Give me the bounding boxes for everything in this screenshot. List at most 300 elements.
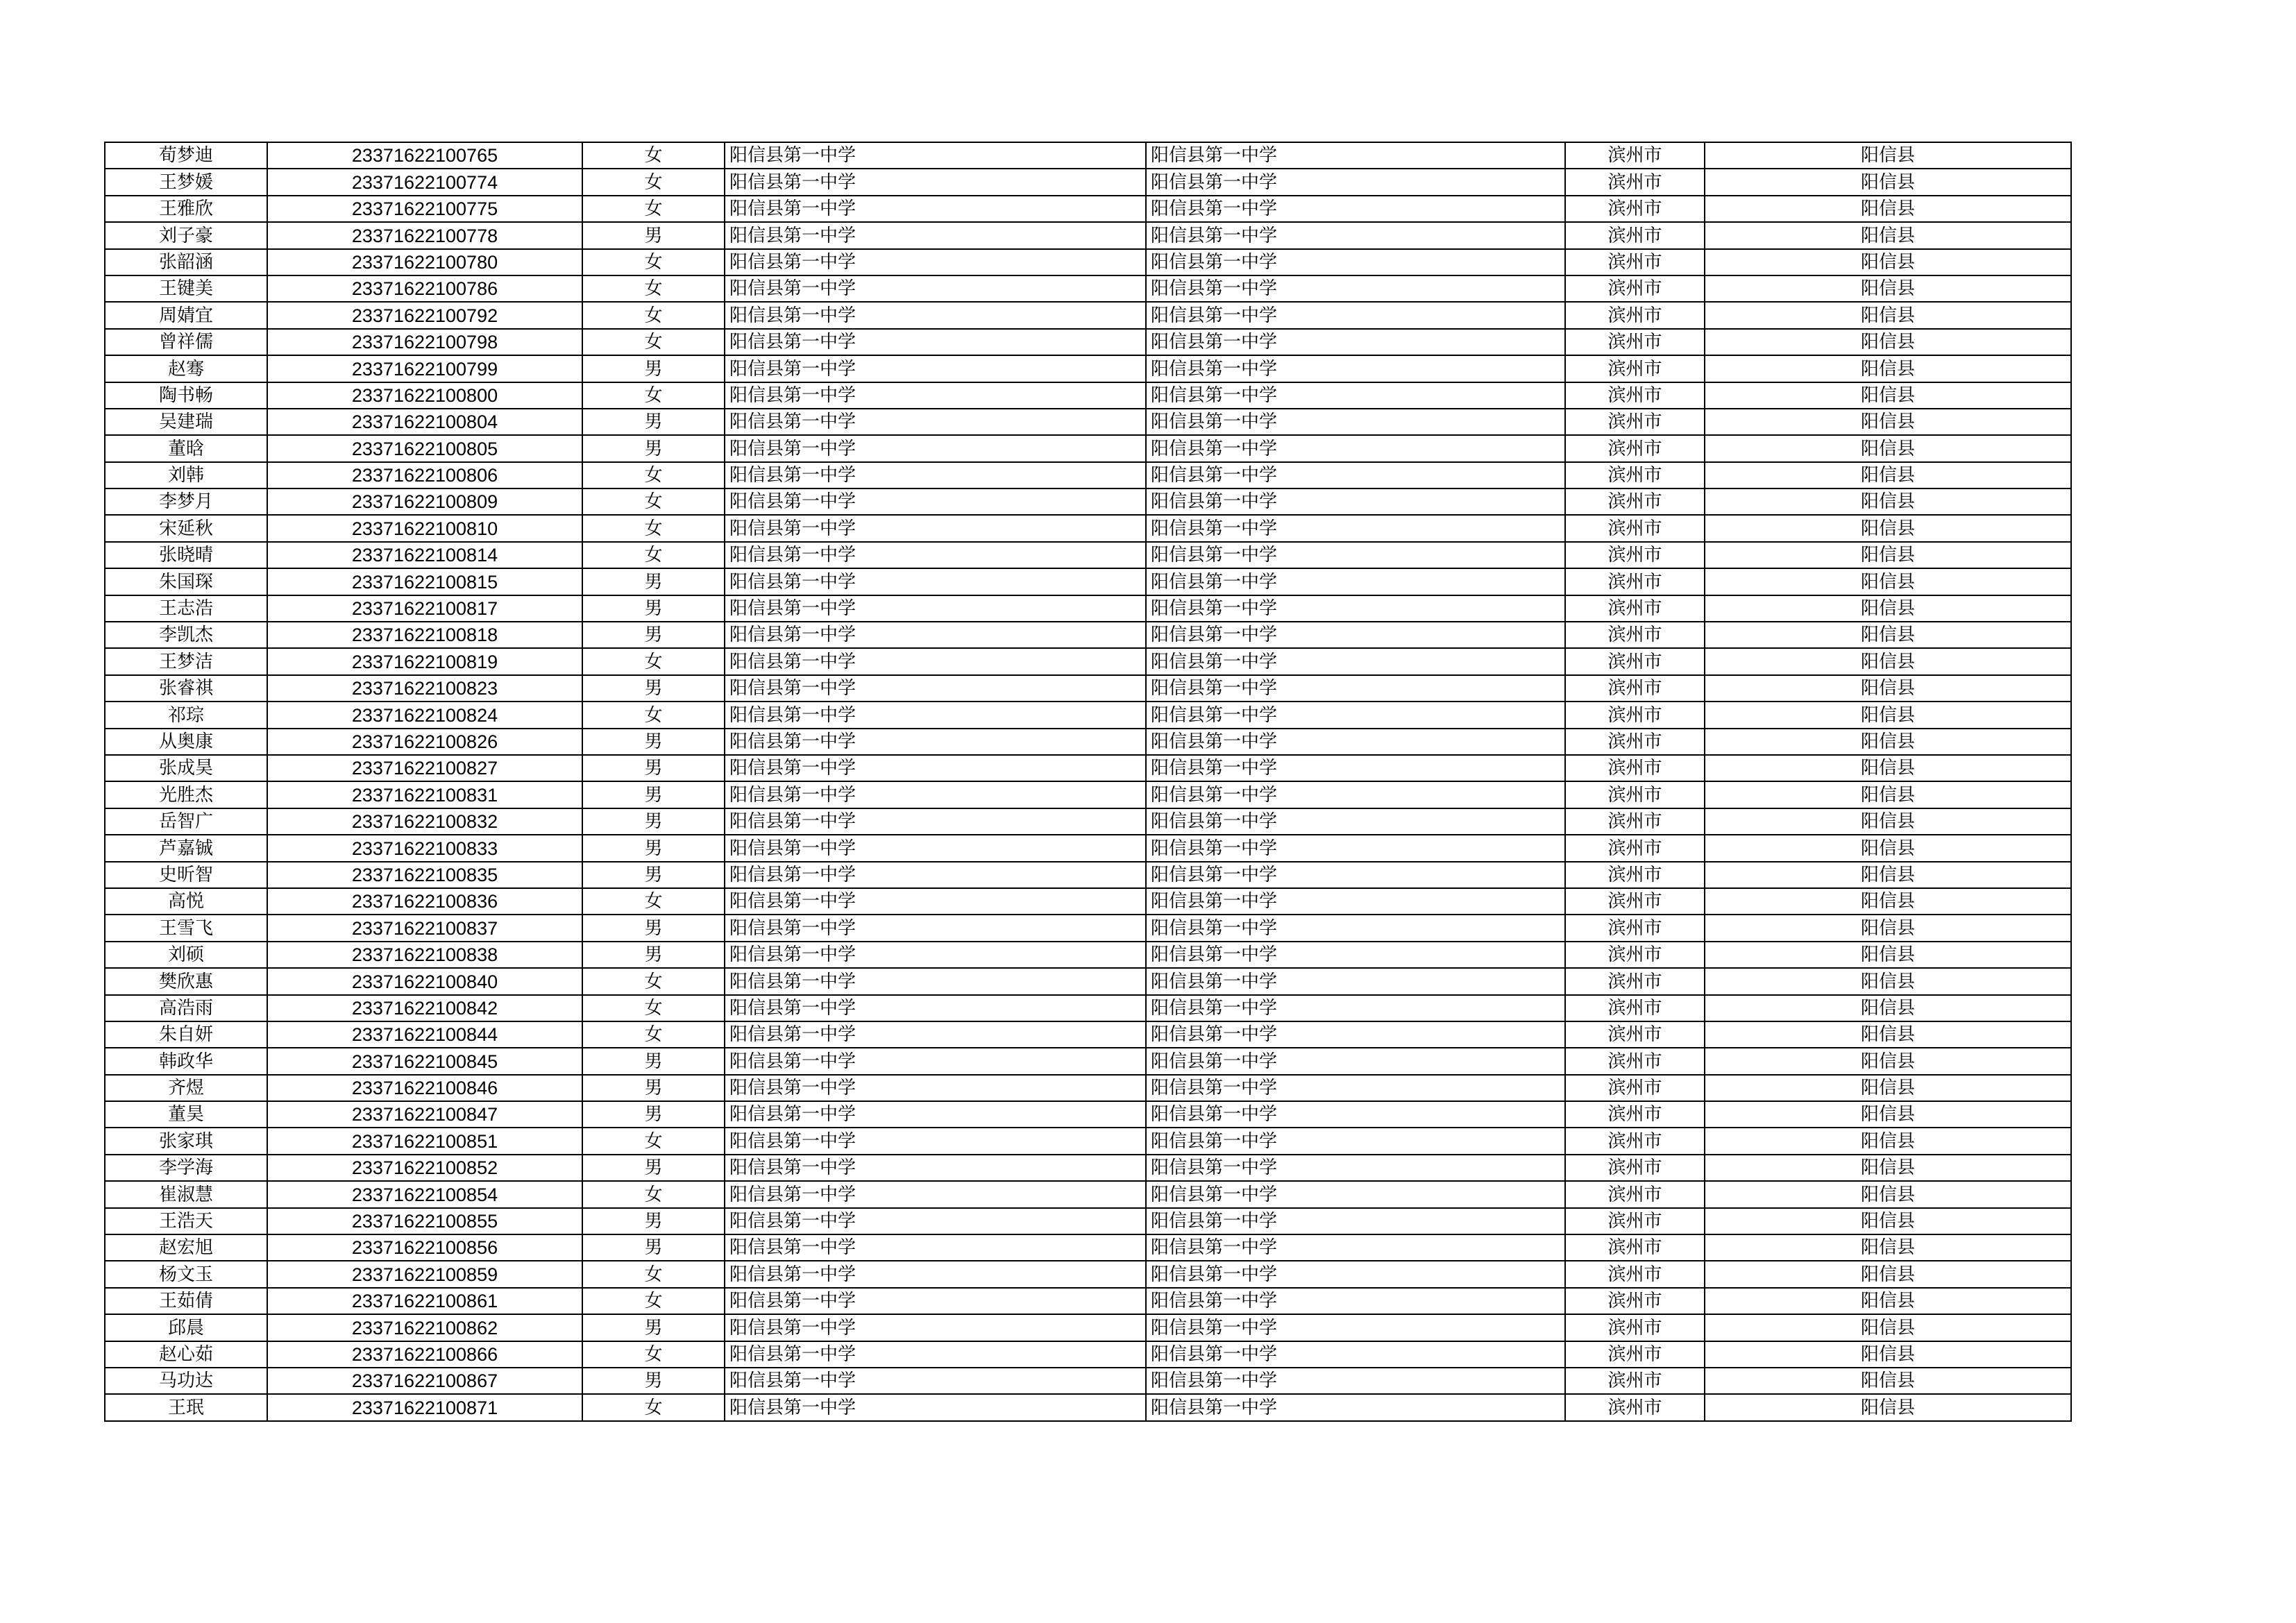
gender-cell: 男 [582,222,725,248]
table-row [105,702,2071,728]
city-cell: 滨州市 [1565,222,1705,248]
exam-number-cell: 23371622100786 [267,275,582,302]
exam-number-cell: 23371622100819 [267,648,582,674]
school-cell: 阳信县第一中学 [725,888,1146,915]
exam-site-cell: 阳信县第一中学 [1146,888,1565,915]
exam-site-cell: 阳信县第一中学 [1146,755,1565,781]
table-row [105,808,2071,835]
exam-site-cell: 阳信县第一中学 [1146,808,1565,835]
county-cell: 阳信县 [1705,995,2071,1021]
city-cell: 滨州市 [1565,888,1705,915]
exam-site-cell: 阳信县第一中学 [1146,1288,1565,1314]
city-cell: 滨州市 [1565,835,1705,861]
city-cell: 滨州市 [1565,942,1705,968]
city-cell: 滨州市 [1565,515,1705,541]
student-name-cell: 王梦洁 [105,648,267,674]
table-row [105,1341,2071,1368]
gender-cell: 女 [582,1394,725,1420]
student-name-cell: 刘硕 [105,942,267,968]
exam-site-cell: 阳信县第一中学 [1146,355,1565,382]
student-name-cell: 王志浩 [105,595,267,622]
student-name-cell: 王雅欣 [105,196,267,222]
student-name-cell: 邱晨 [105,1314,267,1341]
roster-table-body [105,142,2071,1421]
table-row [105,1101,2071,1128]
city-cell: 滨州市 [1565,1048,1705,1074]
county-cell: 阳信县 [1705,888,2071,915]
gender-cell: 男 [582,1101,725,1128]
table-row [105,222,2071,248]
exam-number-cell: 23371622100866 [267,1341,582,1368]
student-name-cell: 杨文玉 [105,1261,267,1287]
exam-site-cell: 阳信县第一中学 [1146,169,1565,195]
school-cell: 阳信县第一中学 [725,355,1146,382]
student-name-cell: 高悦 [105,888,267,915]
gender-cell: 男 [582,675,725,702]
gender-cell: 女 [582,488,725,515]
student-name-cell: 祁琮 [105,702,267,728]
county-cell: 阳信县 [1705,1288,2071,1314]
exam-site-cell: 阳信县第一中学 [1146,409,1565,435]
student-name-cell: 宋延秋 [105,515,267,541]
school-cell: 阳信县第一中学 [725,488,1146,515]
city-cell: 滨州市 [1565,729,1705,755]
exam-site-cell: 阳信县第一中学 [1146,435,1565,461]
city-cell: 滨州市 [1565,542,1705,568]
student-name-cell: 王茹倩 [105,1288,267,1314]
exam-site-cell: 阳信县第一中学 [1146,835,1565,861]
student-name-cell: 周婧宜 [105,302,267,328]
school-cell: 阳信县第一中学 [725,1155,1146,1181]
student-name-cell: 高浩雨 [105,995,267,1021]
county-cell: 阳信县 [1705,355,2071,382]
table-row [105,382,2071,409]
gender-cell: 女 [582,648,725,674]
school-cell: 阳信县第一中学 [725,622,1146,648]
exam-site-cell: 阳信县第一中学 [1146,1341,1565,1368]
school-cell: 阳信县第一中学 [725,942,1146,968]
city-cell: 滨州市 [1565,702,1705,728]
school-cell: 阳信县第一中学 [725,329,1146,355]
gender-cell: 女 [582,275,725,302]
county-cell: 阳信县 [1705,675,2071,702]
student-name-cell: 樊欣惠 [105,968,267,994]
school-cell: 阳信县第一中学 [725,515,1146,541]
student-name-cell: 韩政华 [105,1048,267,1074]
student-name-cell: 芦嘉铖 [105,835,267,861]
county-cell: 阳信县 [1705,862,2071,888]
school-cell: 阳信县第一中学 [725,781,1146,808]
gender-cell: 女 [582,382,725,409]
gender-cell: 男 [582,568,725,595]
school-cell: 阳信县第一中学 [725,1181,1146,1207]
exam-site-cell: 阳信县第一中学 [1146,1155,1565,1181]
school-cell: 阳信县第一中学 [725,275,1146,302]
exam-number-cell: 23371622100765 [267,142,582,169]
exam-site-cell: 阳信县第一中学 [1146,781,1565,808]
table-row [105,542,2071,568]
student-name-cell: 史昕智 [105,862,267,888]
exam-site-cell: 阳信县第一中学 [1146,275,1565,302]
gender-cell: 女 [582,249,725,275]
county-cell: 阳信县 [1705,755,2071,781]
exam-site-cell: 阳信县第一中学 [1146,1234,1565,1261]
school-cell: 阳信县第一中学 [725,702,1146,728]
city-cell: 滨州市 [1565,409,1705,435]
student-name-cell: 朱自妍 [105,1021,267,1048]
school-cell: 阳信县第一中学 [725,862,1146,888]
table-row [105,755,2071,781]
table-row [105,968,2071,994]
table-row [105,888,2071,915]
school-cell: 阳信县第一中学 [725,409,1146,435]
table-row [105,648,2071,674]
exam-number-cell: 23371622100827 [267,755,582,781]
gender-cell: 女 [582,968,725,994]
county-cell: 阳信县 [1705,942,2071,968]
county-cell: 阳信县 [1705,1021,2071,1048]
student-name-cell: 岳智广 [105,808,267,835]
exam-site-cell: 阳信县第一中学 [1146,515,1565,541]
school-cell: 阳信县第一中学 [725,1208,1146,1234]
exam-site-cell: 阳信县第一中学 [1146,1394,1565,1420]
county-cell: 阳信县 [1705,648,2071,674]
exam-site-cell: 阳信县第一中学 [1146,302,1565,328]
student-name-cell: 王梦媛 [105,169,267,195]
student-name-cell: 曾祥儒 [105,329,267,355]
exam-number-cell: 23371622100859 [267,1261,582,1287]
table-row [105,142,2071,169]
county-cell: 阳信县 [1705,169,2071,195]
exam-number-cell: 23371622100792 [267,302,582,328]
exam-number-cell: 23371622100805 [267,435,582,461]
table-row [105,995,2071,1021]
city-cell: 滨州市 [1565,862,1705,888]
student-name-cell: 李凯杰 [105,622,267,648]
county-cell: 阳信县 [1705,781,2071,808]
exam-number-cell: 23371622100856 [267,1234,582,1261]
exam-site-cell: 阳信县第一中学 [1146,1181,1565,1207]
city-cell: 滨州市 [1565,382,1705,409]
exam-site-cell: 阳信县第一中学 [1146,1208,1565,1234]
exam-number-cell: 23371622100846 [267,1075,582,1101]
exam-site-cell: 阳信县第一中学 [1146,862,1565,888]
exam-number-cell: 23371622100861 [267,1288,582,1314]
student-name-cell: 张睿祺 [105,675,267,702]
city-cell: 滨州市 [1565,1101,1705,1128]
exam-number-cell: 23371622100855 [267,1208,582,1234]
gender-cell: 女 [582,1288,725,1314]
student-name-cell: 李学海 [105,1155,267,1181]
gender-cell: 男 [582,1234,725,1261]
roster-table [104,142,2072,1422]
exam-number-cell: 23371622100814 [267,542,582,568]
student-name-cell: 李梦月 [105,488,267,515]
school-cell: 阳信县第一中学 [725,968,1146,994]
county-cell: 阳信县 [1705,275,2071,302]
city-cell: 滨州市 [1565,1208,1705,1234]
exam-number-cell: 23371622100845 [267,1048,582,1074]
school-cell: 阳信县第一中学 [725,755,1146,781]
school-cell: 阳信县第一中学 [725,729,1146,755]
table-row [105,781,2071,808]
county-cell: 阳信县 [1705,1341,2071,1368]
gender-cell: 女 [582,888,725,915]
school-cell: 阳信县第一中学 [725,1101,1146,1128]
school-cell: 阳信县第一中学 [725,302,1146,328]
student-name-cell: 王雪飞 [105,915,267,941]
student-name-cell: 张韶涵 [105,249,267,275]
county-cell: 阳信县 [1705,409,2071,435]
city-cell: 滨州市 [1565,755,1705,781]
gender-cell: 女 [582,1181,725,1207]
exam-number-cell: 23371622100871 [267,1394,582,1420]
city-cell: 滨州市 [1565,1128,1705,1154]
county-cell: 阳信县 [1705,462,2071,488]
city-cell: 滨州市 [1565,462,1705,488]
school-cell: 阳信县第一中学 [725,1234,1146,1261]
table-row [105,488,2071,515]
table-row [105,1155,2071,1181]
city-cell: 滨州市 [1565,622,1705,648]
exam-number-cell: 23371622100838 [267,942,582,968]
city-cell: 滨州市 [1565,1155,1705,1181]
county-cell: 阳信县 [1705,435,2071,461]
exam-number-cell: 23371622100837 [267,915,582,941]
school-cell: 阳信县第一中学 [725,462,1146,488]
table-row [105,302,2071,328]
table-row [105,1288,2071,1314]
gender-cell: 男 [582,1048,725,1074]
county-cell: 阳信县 [1705,1261,2071,1287]
student-name-cell: 马功达 [105,1368,267,1394]
gender-cell: 男 [582,409,725,435]
exam-site-cell: 阳信县第一中学 [1146,915,1565,941]
exam-site-cell: 阳信县第一中学 [1146,462,1565,488]
school-cell: 阳信县第一中学 [725,435,1146,461]
city-cell: 滨州市 [1565,1261,1705,1287]
exam-site-cell: 阳信县第一中学 [1146,595,1565,622]
exam-number-cell: 23371622100804 [267,409,582,435]
table-row [105,409,2071,435]
exam-number-cell: 23371622100867 [267,1368,582,1394]
table-row [105,435,2071,461]
county-cell: 阳信县 [1705,329,2071,355]
gender-cell: 男 [582,729,725,755]
exam-number-cell: 23371622100836 [267,888,582,915]
gender-cell: 男 [582,1314,725,1341]
exam-number-cell: 23371622100847 [267,1101,582,1128]
county-cell: 阳信县 [1705,1181,2071,1207]
school-cell: 阳信县第一中学 [725,915,1146,941]
table-row [105,1234,2071,1261]
city-cell: 滨州市 [1565,1021,1705,1048]
student-name-cell: 董昊 [105,1101,267,1128]
table-row [105,862,2071,888]
county-cell: 阳信县 [1705,1101,2071,1128]
table-row [105,1314,2071,1341]
school-cell: 阳信县第一中学 [725,1288,1146,1314]
table-row [105,196,2071,222]
exam-site-cell: 阳信县第一中学 [1146,542,1565,568]
exam-number-cell: 23371622100780 [267,249,582,275]
school-cell: 阳信县第一中学 [725,648,1146,674]
exam-site-cell: 阳信县第一中学 [1146,942,1565,968]
city-cell: 滨州市 [1565,675,1705,702]
table-row [105,462,2071,488]
city-cell: 滨州市 [1565,1394,1705,1420]
gender-cell: 男 [582,355,725,382]
gender-cell: 女 [582,196,725,222]
exam-number-cell: 23371622100818 [267,622,582,648]
county-cell: 阳信县 [1705,1368,2071,1394]
student-name-cell: 赵心茹 [105,1341,267,1368]
county-cell: 阳信县 [1705,196,2071,222]
school-cell: 阳信县第一中学 [725,1128,1146,1154]
exam-site-cell: 阳信县第一中学 [1146,382,1565,409]
school-cell: 阳信县第一中学 [725,142,1146,169]
exam-site-cell: 阳信县第一中学 [1146,1368,1565,1394]
student-name-cell: 刘韩 [105,462,267,488]
school-cell: 阳信县第一中学 [725,542,1146,568]
gender-cell: 男 [582,755,725,781]
county-cell: 阳信县 [1705,142,2071,169]
school-cell: 阳信县第一中学 [725,1314,1146,1341]
gender-cell: 男 [582,622,725,648]
city-cell: 滨州市 [1565,355,1705,382]
school-cell: 阳信县第一中学 [725,1261,1146,1287]
exam-number-cell: 23371622100800 [267,382,582,409]
county-cell: 阳信县 [1705,702,2071,728]
county-cell: 阳信县 [1705,249,2071,275]
exam-number-cell: 23371622100835 [267,862,582,888]
school-cell: 阳信县第一中学 [725,675,1146,702]
exam-number-cell: 23371622100798 [267,329,582,355]
table-row [105,622,2071,648]
table-row [105,1394,2071,1420]
exam-number-cell: 23371622100810 [267,515,582,541]
table-row [105,1021,2071,1048]
exam-site-cell: 阳信县第一中学 [1146,648,1565,674]
table-row [105,249,2071,275]
city-cell: 滨州市 [1565,488,1705,515]
table-row [105,1048,2071,1074]
student-name-cell: 陶书畅 [105,382,267,409]
student-name-cell: 刘子豪 [105,222,267,248]
exam-site-cell: 阳信县第一中学 [1146,1101,1565,1128]
exam-site-cell: 阳信县第一中学 [1146,329,1565,355]
table-row [105,1128,2071,1154]
exam-number-cell: 23371622100799 [267,355,582,382]
exam-site-cell: 阳信县第一中学 [1146,196,1565,222]
gender-cell: 女 [582,702,725,728]
student-name-cell: 赵骞 [105,355,267,382]
table-row [105,1208,2071,1234]
county-cell: 阳信县 [1705,1234,2071,1261]
student-name-cell: 崔淑慧 [105,1181,267,1207]
city-cell: 滨州市 [1565,196,1705,222]
city-cell: 滨州市 [1565,1075,1705,1101]
city-cell: 滨州市 [1565,1234,1705,1261]
student-name-cell: 王键美 [105,275,267,302]
exam-site-cell: 阳信县第一中学 [1146,1048,1565,1074]
school-cell: 阳信县第一中学 [725,1021,1146,1048]
exam-site-cell: 阳信县第一中学 [1146,968,1565,994]
city-cell: 滨州市 [1565,781,1705,808]
exam-number-cell: 23371622100844 [267,1021,582,1048]
student-name-cell: 董晗 [105,435,267,461]
exam-site-cell: 阳信县第一中学 [1146,1075,1565,1101]
exam-number-cell: 23371622100775 [267,196,582,222]
city-cell: 滨州市 [1565,808,1705,835]
table-row [105,275,2071,302]
county-cell: 阳信县 [1705,915,2071,941]
gender-cell: 男 [582,781,725,808]
exam-number-cell: 23371622100806 [267,462,582,488]
gender-cell: 男 [582,1155,725,1181]
table-row [105,515,2071,541]
city-cell: 滨州市 [1565,329,1705,355]
student-name-cell: 赵宏旭 [105,1234,267,1261]
school-cell: 阳信县第一中学 [725,995,1146,1021]
exam-number-cell: 23371622100823 [267,675,582,702]
exam-site-cell: 阳信县第一中学 [1146,1128,1565,1154]
city-cell: 滨州市 [1565,648,1705,674]
school-cell: 阳信县第一中学 [725,568,1146,595]
county-cell: 阳信县 [1705,835,2071,861]
table-row [105,595,2071,622]
exam-number-cell: 23371622100833 [267,835,582,861]
table-row [105,942,2071,968]
exam-number-cell: 23371622100851 [267,1128,582,1154]
exam-site-cell: 阳信县第一中学 [1146,142,1565,169]
gender-cell: 女 [582,462,725,488]
school-cell: 阳信县第一中学 [725,249,1146,275]
gender-cell: 男 [582,1075,725,1101]
table-row [105,835,2071,861]
school-cell: 阳信县第一中学 [725,835,1146,861]
city-cell: 滨州市 [1565,915,1705,941]
exam-number-cell: 23371622100774 [267,169,582,195]
city-cell: 滨州市 [1565,142,1705,169]
gender-cell: 男 [582,862,725,888]
gender-cell: 女 [582,302,725,328]
exam-number-cell: 23371622100817 [267,595,582,622]
gender-cell: 女 [582,542,725,568]
county-cell: 阳信县 [1705,1394,2071,1420]
table-row [105,1075,2071,1101]
county-cell: 阳信县 [1705,622,2071,648]
table-row [105,355,2071,382]
table-row [105,329,2071,355]
gender-cell: 男 [582,942,725,968]
table-row [105,1368,2071,1394]
student-name-cell: 王珉 [105,1394,267,1420]
gender-cell: 男 [582,435,725,461]
student-name-cell: 荀梦迪 [105,142,267,169]
county-cell: 阳信县 [1705,302,2071,328]
student-name-cell: 张家琪 [105,1128,267,1154]
county-cell: 阳信县 [1705,1048,2071,1074]
exam-site-cell: 阳信县第一中学 [1146,1021,1565,1048]
school-cell: 阳信县第一中学 [725,595,1146,622]
school-cell: 阳信县第一中学 [725,808,1146,835]
city-cell: 滨州市 [1565,275,1705,302]
county-cell: 阳信县 [1705,1155,2071,1181]
student-name-cell: 齐煜 [105,1075,267,1101]
county-cell: 阳信县 [1705,1128,2071,1154]
school-cell: 阳信县第一中学 [725,1075,1146,1101]
